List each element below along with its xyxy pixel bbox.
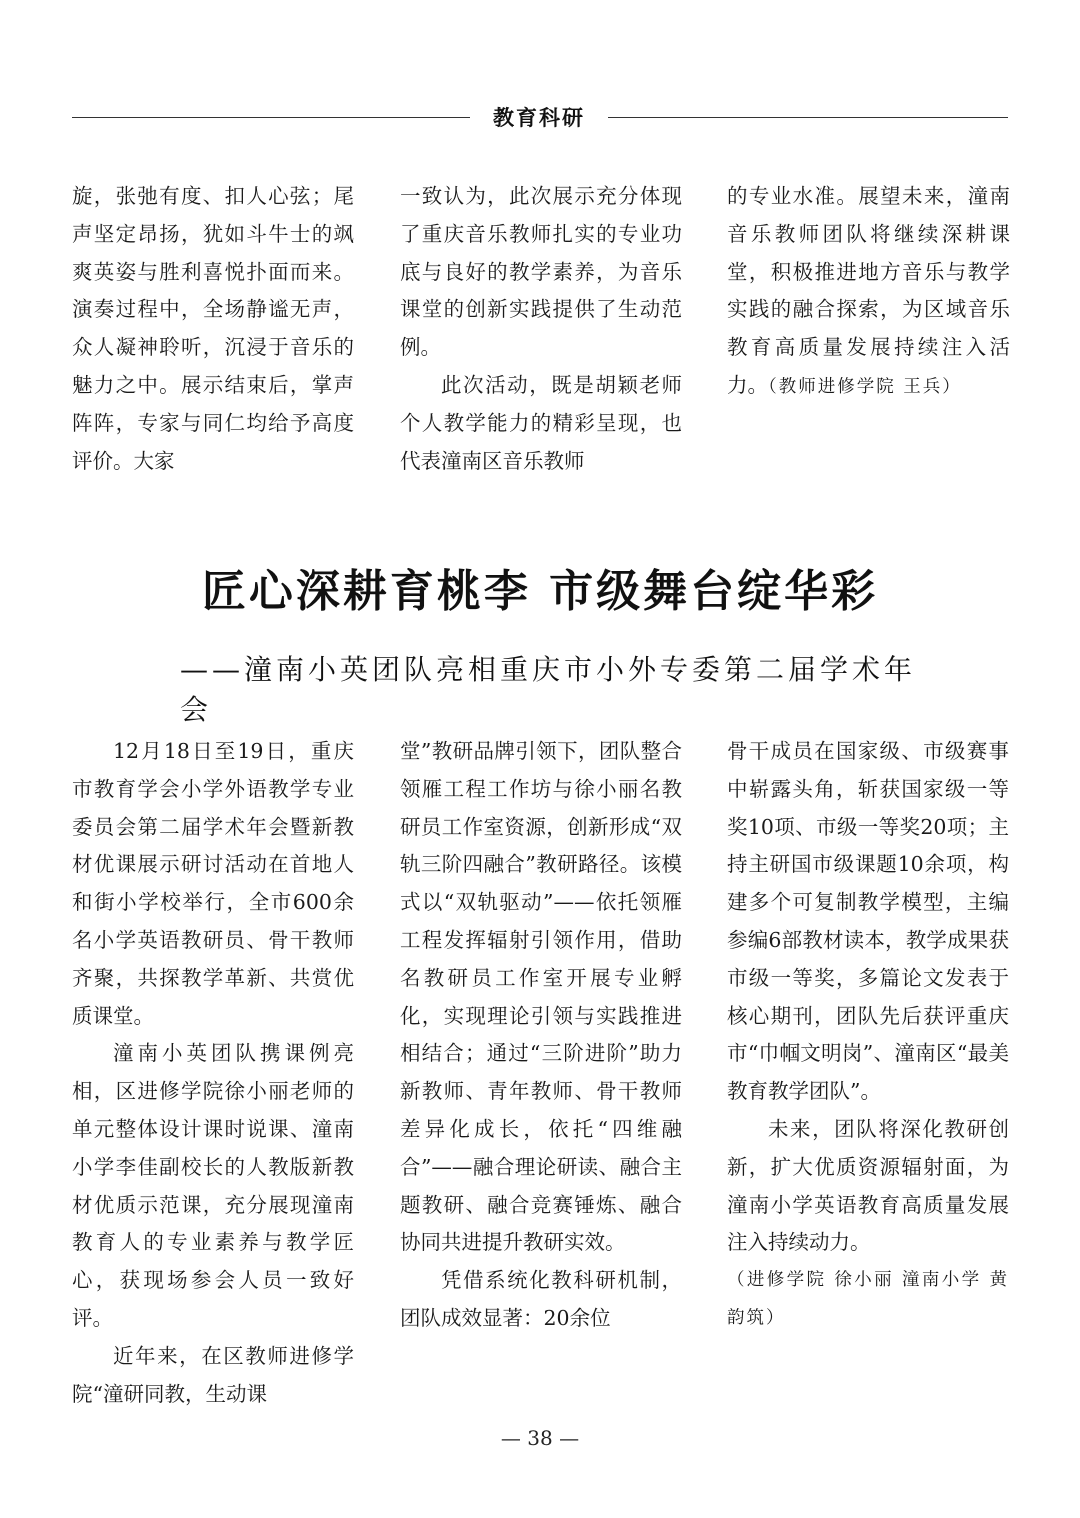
article-column-3: [727, 733, 1009, 1338]
section-header: [72, 96, 1008, 136]
header-rule-right: [608, 117, 1008, 118]
paragraph: 骨干成员在国家级、市级赛事中崭露头角，斩获国家级一等奖10项、市级一等奖20项；主持主研国市级课题10余项，构建多个可复制教学模型，主编参编6部教材读本，教学成果获市级一等奖，多篇论文发表于核心期刊，团队先后获评重庆市“巾帼文明岗”、潼南区“最美教育教学团队”。: [727, 739, 1009, 1104]
article-subheadline: ——潼南小英团队亮相重庆市小外专委第二届学术年会: [180, 653, 917, 726]
paragraph: 一致认为，此次展示充分体现了重庆音乐教师扎实的专业功底与良好的教学素养，为音乐课堂的创新实践提供了生动范例。: [400, 184, 682, 360]
section-title: 教育科研: [493, 106, 585, 130]
article-headline: 匠心深耕育桃李 市级舞台绽华彩: [201, 566, 879, 617]
paragraph-text: 的专业水准。展望未来，潼南音乐教师团队将继续深耕课堂，积极推进地方音乐与教学实践的融合探索，为区域音乐教育高质量发展持续注入活力。: [727, 184, 1010, 397]
paragraph: 未来，团队将深化教研创新，扩大优质资源辐射面，为潼南小学英语教育高质量发展注入持续动力。: [727, 1116, 1009, 1255]
top-column-1: [72, 178, 354, 480]
header-rule-left: [72, 117, 470, 118]
byline: （进修学院 徐小丽 潼南小学 黄韵筑）: [727, 1270, 1009, 1328]
top-column-2: [400, 178, 682, 480]
article-column-1: [72, 733, 354, 1413]
paragraph: 近年来，在区教师进修学院“潼研同教，生动课: [72, 1343, 354, 1406]
article-column-2: [400, 733, 682, 1338]
paragraph: [727, 178, 1010, 407]
page-number: — 38 —: [500, 1426, 580, 1450]
paragraph: 潼南小英团队携课例亮相，区进修学院徐小丽老师的单元整体设计课时说课、潼南小学李佳副校长的人教版新教材优质示范课，充分展现潼南教育人的专业素养与教学匠心，获现场参会人员一致好评。: [72, 1041, 354, 1330]
byline: （教师进修学院 王兵）: [768, 376, 962, 397]
paragraph: 堂”教研品牌引领下，团队整合领雁工程工作坊与徐小丽名教研员工作室资源，创新形成“双轨三阶四融合”教研路径。该模式以“双轨驱动”——依托领雁工程发挥辐射引领作用，借助名教研员工作室开展专业孵化，实现理论引领与实践推进相结合；通过“三阶进阶”助力新教师、青年教师、骨干教师差异化成长，依托“四维融合”——融合理论研读、融合主题教研、融合竞赛锤炼、融合协同共进提升教研实效。: [400, 739, 682, 1255]
paragraph: 12月18日至19日，重庆市教育学会小学外语教学专业委员会第二届学术年会暨新教材优课展示研讨活动在首地人和街小学校举行，全市600余名小学英语教研员、骨干教师齐聚，共探教学革新、共赏优质课堂。: [72, 739, 354, 1028]
paragraph: 旋，张弛有度、扣人心弦；尾声坚定昂扬，犹如斗牛士的飒爽英姿与胜利喜悦扑面而来。演奏过程中，全场静谧无声，众人凝神聆听，沉浸于音乐的魅力之中。展示结束后，掌声阵阵，专家与同仁均给予高度评价。大家: [72, 184, 354, 473]
paragraph: 此次活动，既是胡颖老师个人教学能力的精彩呈现，也代表潼南区音乐教师: [400, 372, 682, 473]
paragraph: 凭借系统化教科研机制，团队成效显著：20余位: [400, 1268, 682, 1330]
top-column-3: [727, 178, 1010, 407]
